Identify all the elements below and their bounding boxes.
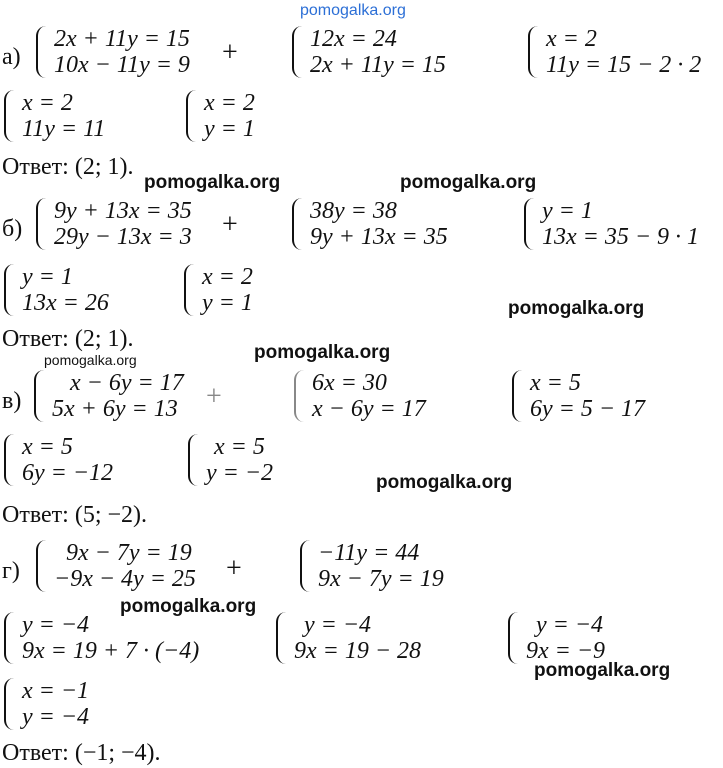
equation: 9x = 19 + 7 · (−4) bbox=[22, 638, 200, 664]
brace bbox=[188, 434, 200, 486]
brace bbox=[292, 198, 304, 250]
brace bbox=[186, 90, 198, 142]
part-a-system-3 bbox=[528, 26, 701, 78]
watermark-top: pomogalka.org bbox=[300, 2, 406, 19]
equation: 29y − 13x = 3 bbox=[54, 224, 192, 250]
watermark: pomogalka.org bbox=[144, 172, 281, 193]
part-b-label: б) bbox=[2, 216, 23, 242]
equation: x = 2 bbox=[202, 264, 253, 290]
brace bbox=[4, 612, 16, 664]
part-g-label: г) bbox=[2, 558, 20, 584]
brace bbox=[524, 198, 536, 250]
plus-sign: + bbox=[206, 381, 222, 412]
equation: 9y + 13x = 35 bbox=[310, 224, 448, 250]
brace bbox=[294, 370, 306, 422]
part-v-label: в) bbox=[2, 388, 22, 414]
equation: −11y = 44 bbox=[318, 540, 420, 566]
part-g-system-2 bbox=[300, 540, 444, 592]
equation: 13x = 35 − 9 · 1 bbox=[542, 224, 700, 250]
part-a-answer: Ответ: (2; 1). bbox=[2, 154, 134, 180]
part-g-answer: Ответ: (−1; −4). bbox=[2, 740, 161, 766]
part-a-system-5 bbox=[186, 90, 255, 142]
part-v-system-4 bbox=[4, 434, 113, 486]
equation: 6y = 5 − 17 bbox=[530, 396, 646, 422]
part-b-system-3 bbox=[524, 198, 699, 250]
part-a-system-4 bbox=[4, 90, 105, 142]
equation: 6y = −12 bbox=[22, 460, 114, 486]
equation: y = −4 bbox=[22, 704, 90, 730]
brace bbox=[300, 540, 312, 592]
part-v-system-5 bbox=[188, 434, 273, 486]
part-b-system-5 bbox=[184, 264, 253, 316]
brace bbox=[4, 434, 16, 486]
part-v-system-3 bbox=[512, 370, 645, 422]
watermark: pomogalka.org bbox=[534, 660, 671, 681]
equation: 9x − 7y = 19 bbox=[66, 540, 192, 566]
equation: x − 6y = 17 bbox=[312, 396, 426, 422]
watermark: pomogalka.org bbox=[508, 298, 645, 319]
part-g-system-1 bbox=[36, 540, 196, 592]
equation: 9x − 7y = 19 bbox=[318, 566, 444, 592]
part-a-system-1 bbox=[36, 26, 190, 78]
equation: 38y = 38 bbox=[310, 198, 397, 224]
brace bbox=[292, 26, 304, 78]
brace bbox=[528, 26, 540, 78]
equation: 6x = 30 bbox=[312, 370, 387, 396]
equation: y = −4 bbox=[304, 612, 372, 638]
part-g-system-3 bbox=[4, 612, 199, 664]
equation: x = 5 bbox=[22, 434, 73, 460]
watermark: pomogalka.org bbox=[254, 342, 391, 363]
part-b-system-2 bbox=[292, 198, 448, 250]
equation: y = −4 bbox=[536, 612, 604, 638]
brace bbox=[184, 264, 196, 316]
equation: 13x = 26 bbox=[22, 290, 109, 316]
equation: x = 5 bbox=[530, 370, 581, 396]
part-g-system-5 bbox=[508, 612, 605, 664]
part-b-system-4 bbox=[4, 264, 109, 316]
equation: 9x = 19 − 28 bbox=[294, 638, 422, 664]
equation: 11y = 15 − 2 · 2 bbox=[546, 52, 702, 78]
part-v-answer: Ответ: (5; −2). bbox=[2, 502, 148, 528]
brace bbox=[36, 198, 48, 250]
brace bbox=[4, 90, 16, 142]
equation: 11y = 11 bbox=[22, 116, 106, 142]
watermark: pomogalka.org bbox=[120, 596, 257, 617]
part-v-system-2 bbox=[294, 370, 426, 422]
plus-sign: + bbox=[222, 209, 238, 240]
brace bbox=[276, 612, 288, 664]
equation: x = 5 bbox=[214, 434, 265, 460]
equation: 5x + 6y = 13 bbox=[52, 396, 178, 422]
equation: x = 2 bbox=[546, 26, 597, 52]
part-g-system-4 bbox=[276, 612, 421, 664]
equation: x = 2 bbox=[204, 90, 255, 116]
equation: 9x = −9 bbox=[526, 638, 606, 664]
equation: x = 2 bbox=[22, 90, 73, 116]
part-v-system-1 bbox=[34, 370, 184, 422]
equation: y = 1 bbox=[542, 198, 593, 224]
equation: 10x − 11y = 9 bbox=[54, 52, 190, 78]
part-b-system-1 bbox=[36, 198, 192, 250]
equation: 2x + 11y = 15 bbox=[310, 52, 446, 78]
watermark-small: pomogalka.org bbox=[44, 352, 137, 368]
watermark: pomogalka.org bbox=[376, 472, 513, 493]
part-b-answer: Ответ: (2; 1). bbox=[2, 326, 134, 352]
equation: 12x = 24 bbox=[310, 26, 397, 52]
equation: x − 6y = 17 bbox=[70, 370, 184, 396]
equation: y = −2 bbox=[206, 460, 274, 486]
watermark: pomogalka.org bbox=[400, 172, 537, 193]
plus-sign: + bbox=[222, 37, 238, 68]
equation: y = 1 bbox=[22, 264, 73, 290]
plus-sign: + bbox=[226, 553, 242, 584]
part-g-system-6 bbox=[4, 678, 89, 730]
part-a-system-2 bbox=[292, 26, 446, 78]
brace bbox=[36, 26, 48, 78]
equation: 9y + 13x = 35 bbox=[54, 198, 192, 224]
equation: y = 1 bbox=[202, 290, 253, 316]
equation: y = −4 bbox=[22, 612, 90, 638]
brace bbox=[36, 540, 48, 592]
brace bbox=[4, 264, 16, 316]
equation: −9x − 4y = 25 bbox=[54, 566, 196, 592]
brace bbox=[512, 370, 524, 422]
equation: x = −1 bbox=[22, 678, 90, 704]
equation: y = 1 bbox=[204, 116, 255, 142]
part-a-label: а) bbox=[2, 44, 21, 70]
brace bbox=[508, 612, 520, 664]
equation: 2x + 11y = 15 bbox=[54, 26, 190, 52]
brace bbox=[34, 370, 46, 422]
brace bbox=[4, 678, 16, 730]
